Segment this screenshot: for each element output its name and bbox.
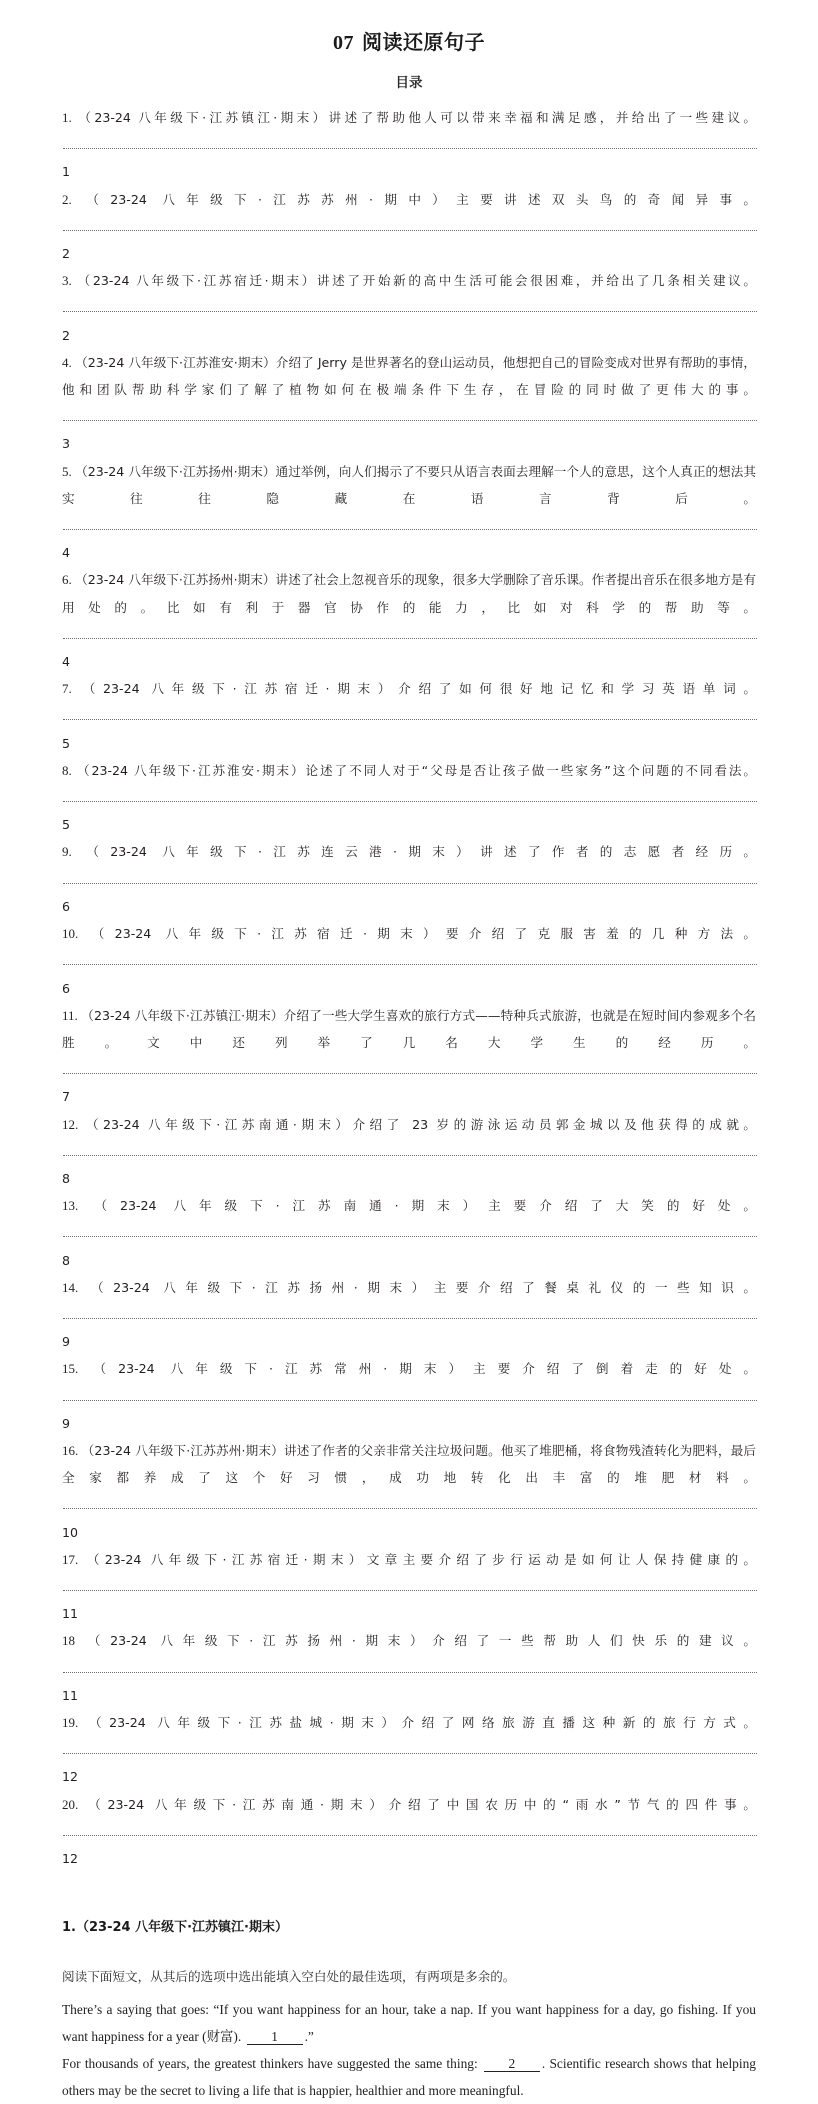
toc-entry-text: （23-24 八年级下·江苏南通·期末）介绍了 23 岁的游泳运动员郭金城以及他获得的成就。 bbox=[85, 1116, 756, 1132]
question-1-passage bbox=[62, 1990, 756, 2104]
toc-entry-body bbox=[62, 920, 756, 1002]
toc-leader-dots bbox=[63, 793, 757, 802]
toc-entry[interactable] bbox=[62, 1546, 756, 1628]
toc-entry-text: （23-24 八年级下·江苏淮安·期末）介绍了 Jerry 是世界著名的登山运动员，他想把自己的冒险变成对世界有帮助的事情，他和团队帮助科学家们了解了植物如何在极端条件下生存，在冒险的同时做了更伟大的事。 bbox=[62, 354, 756, 398]
toc-page-number: 5 bbox=[62, 817, 71, 833]
toc-page-number: 7 bbox=[62, 1089, 71, 1105]
toc-entry-body bbox=[62, 838, 756, 920]
toc-entry-text: （23-24 八年级下·江苏苏州·期末）讲述了作者的父亲非常关注垃圾问题。他买了堆肥桶，将食物残渣转化为肥料，最后全家都养成了这个好习惯，成功地转化出丰富的堆肥材料。 bbox=[62, 1442, 756, 1486]
toc-entry-index: 9. bbox=[62, 844, 87, 860]
toc-leader-dots bbox=[63, 1827, 757, 1836]
toc-leader-dots bbox=[63, 521, 757, 530]
toc-entry-index: 14. bbox=[62, 1279, 92, 1295]
toc-entry[interactable] bbox=[62, 1002, 756, 1111]
toc-entry[interactable] bbox=[62, 104, 756, 186]
toc-entry-body bbox=[62, 1546, 756, 1628]
toc-entry[interactable] bbox=[62, 1355, 756, 1437]
toc-leader-dots bbox=[63, 1501, 757, 1510]
passage-p1-part-a: There’s a saying that goes: “If you want happiness for an hour, take a nap. If you want happiness for a day, go fishing. If you want happiness for a year (财富). bbox=[62, 2002, 756, 2045]
toc-entry[interactable] bbox=[62, 1627, 756, 1709]
toc-entry-index: 7. bbox=[62, 681, 83, 697]
toc-entry-body bbox=[62, 1355, 756, 1437]
toc-leader-dots bbox=[63, 412, 757, 421]
toc-entry-body bbox=[62, 1791, 756, 1873]
toc-leader-dots bbox=[63, 1310, 757, 1319]
toc-entry[interactable] bbox=[62, 1274, 756, 1356]
toc-entry-index: 4. bbox=[62, 354, 76, 370]
toc-leader-dots bbox=[63, 1392, 757, 1401]
toc-page-number: 6 bbox=[62, 898, 71, 914]
toc-entry-text: （23-24 八年级下·江苏宿迁·期末）讲述了开始新的高中生活可能会很困难，并给出了几条相关建议。 bbox=[77, 273, 756, 289]
toc-entry[interactable] bbox=[62, 1791, 756, 1873]
toc-entry-index: 19. bbox=[62, 1714, 90, 1730]
toc-entry-body bbox=[62, 1274, 756, 1356]
toc-page-number: 12 bbox=[62, 1851, 79, 1866]
passage-p2-part-b: . Scientific research shows that helping others may be the secret to living a life that is happier, healthier and more meaningful. bbox=[62, 2056, 756, 2099]
toc-entry-index: 5. bbox=[62, 463, 76, 479]
toc-entry[interactable] bbox=[62, 1709, 756, 1791]
toc-entry-text: （23-24 八年级下·江苏宿迁·期末）介绍了如何很好地记忆和学习英语单词。 bbox=[82, 681, 756, 697]
toc-entry-index: 12. bbox=[62, 1116, 86, 1132]
toc-heading: 目录 bbox=[395, 75, 423, 91]
toc-entry-body bbox=[62, 458, 756, 567]
toc-entry-body bbox=[62, 1192, 756, 1274]
toc-entry-text: （23-24 八年级下·江苏扬州·期末）通过举例，向人们揭示了不要只从语言表面去理解一个人的意思，这个人真正的想法其实往往隐藏在语言背后。 bbox=[62, 463, 757, 506]
toc-page-number: 4 bbox=[62, 654, 71, 670]
toc-leader-dots bbox=[63, 1745, 757, 1754]
passage-paragraph-2 bbox=[62, 2050, 756, 2104]
question-1-heading bbox=[62, 1872, 756, 1935]
toc-entry-body bbox=[62, 757, 756, 839]
toc-entry-text: （23-24 八年级下·江苏宿迁·期末）要介绍了克服害羞的几种方法。 bbox=[91, 926, 756, 942]
toc-leader-dots bbox=[63, 630, 757, 639]
toc-leader-dots bbox=[63, 1065, 757, 1074]
toc-entry-text: （23-24 八年级下·江苏南通·期末）主要介绍了大笑的好处。 bbox=[94, 1198, 757, 1214]
toc-entry-text: （23-24 八年级下·江苏镇江·期末）讲述了帮助他人可以带来幸福和满足感，并给出了一些建议。 bbox=[78, 110, 757, 125]
toc-leader-dots bbox=[63, 712, 757, 721]
toc-leader-dots bbox=[63, 140, 757, 149]
toc-entry-index: 13. bbox=[62, 1198, 95, 1214]
toc-page-number: 5 bbox=[62, 735, 71, 751]
page-title-number: 07 bbox=[333, 32, 354, 54]
toc-page-number: 8 bbox=[62, 1170, 71, 1186]
page-title-text: 阅读还原句子 bbox=[362, 30, 485, 54]
toc-page-number: 2 bbox=[62, 327, 71, 343]
toc-page-number: 2 bbox=[62, 246, 71, 262]
toc-entry-body bbox=[62, 186, 756, 268]
toc-entry[interactable] bbox=[62, 920, 756, 1002]
toc-page-number: 9 bbox=[62, 1415, 71, 1431]
toc-entry-index: 16. bbox=[62, 1442, 82, 1458]
toc-entry-index: 11. bbox=[62, 1007, 82, 1023]
toc-entry[interactable] bbox=[62, 1192, 756, 1274]
toc-entry-index: 6. bbox=[62, 572, 76, 588]
toc-entry-index: 15. bbox=[62, 1361, 94, 1377]
toc-entry-index: 20. bbox=[62, 1796, 89, 1812]
toc-entry[interactable] bbox=[62, 566, 756, 675]
toc-entry-body bbox=[62, 1709, 756, 1791]
passage-p2-part-a: For thousands of years, the greatest thinkers have suggested the same thing: bbox=[62, 2056, 482, 2072]
table-of-contents bbox=[62, 104, 756, 1872]
page-title bbox=[62, 0, 756, 55]
toc-page-number: 9 bbox=[62, 1334, 71, 1350]
toc-leader-dots bbox=[63, 875, 757, 884]
toc-leader-dots bbox=[63, 1229, 757, 1238]
toc-page-number: 10 bbox=[62, 1524, 79, 1540]
toc-page-number: 1 bbox=[62, 164, 71, 180]
toc-entry[interactable] bbox=[62, 458, 756, 567]
answer-blank-1[interactable]: 1 bbox=[247, 2030, 303, 2045]
toc-entry-text: （23-24 八年级下·江苏扬州·期末）主要介绍了餐桌礼仪的一些知识。 bbox=[91, 1279, 756, 1295]
toc-entry-text: （23-24 八年级下·江苏扬州·期末）介绍了一些帮助人们快乐的建议。 bbox=[87, 1633, 756, 1649]
toc-page-number: 8 bbox=[62, 1252, 71, 1268]
toc-entry-body bbox=[62, 1627, 756, 1709]
toc-page-number: 3 bbox=[62, 436, 71, 452]
toc-entry-text: （23-24 八年级下·江苏南通·期末）介绍了中国农历中的“雨水”节气的四件事。 bbox=[88, 1796, 757, 1812]
toc-entry-body bbox=[62, 566, 756, 675]
answer-blank-2[interactable]: 2 bbox=[484, 2057, 540, 2072]
toc-leader-dots bbox=[63, 304, 757, 313]
toc-entry[interactable] bbox=[62, 1111, 756, 1193]
toc-entry[interactable] bbox=[62, 675, 756, 757]
toc-entry-text: （23-24 八年级下·江苏苏州·期中）主要讲述双头鸟的奇闻异事。 bbox=[86, 191, 756, 207]
toc-page-number: 11 bbox=[62, 1606, 79, 1622]
toc-entry-body bbox=[62, 267, 756, 349]
passage-paragraph-1 bbox=[62, 1996, 756, 2050]
toc-leader-dots bbox=[63, 222, 757, 231]
toc-page-number: 4 bbox=[62, 545, 71, 561]
question-1-heading-text: 1.（23-24 八年级下·江苏镇江·期末） bbox=[62, 1920, 288, 1936]
toc-leader-dots bbox=[63, 1147, 757, 1156]
toc-entry-body bbox=[62, 1002, 756, 1111]
passage-p1-part-b: .” bbox=[304, 2029, 314, 2045]
toc-entry-text: （23-24 八年级下·江苏常州·期末）主要介绍了倒着走的好处。 bbox=[93, 1361, 757, 1377]
toc-entry-body bbox=[62, 104, 756, 186]
toc-entry-body bbox=[62, 675, 756, 757]
toc-entry-text: （23-24 八年级下·江苏扬州·期末）讲述了社会上忽视音乐的现象，很多大学删除了音乐课。作者提出音乐在很多地方是有用处的。比如有利于器官协作的能力，比如对科学的帮助等。 bbox=[62, 572, 757, 615]
toc-entry[interactable] bbox=[62, 186, 756, 268]
toc-entry-text: （23-24 八年级下·江苏连云港·期末）讲述了作者的志愿者经历。 bbox=[86, 844, 756, 860]
toc-entry-index: 8. bbox=[62, 762, 77, 778]
toc-entry-index: 1. bbox=[62, 110, 79, 125]
toc-leader-dots bbox=[63, 1582, 757, 1591]
toc-entry[interactable] bbox=[62, 838, 756, 920]
toc-entry-index: 17. bbox=[62, 1551, 87, 1567]
toc-entry-text: （23-24 八年级下·江苏盐城·期末）介绍了网络旅游直播这种新的旅行方式。 bbox=[89, 1714, 757, 1730]
toc-entry-text: （23-24 八年级下·江苏淮安·期末）论述了不同人对于“父母是否让孩子做一些家务”这个问题的不同看法。 bbox=[76, 762, 757, 778]
toc-page-number: 12 bbox=[62, 1769, 79, 1785]
toc-page-number: 11 bbox=[62, 1687, 79, 1703]
toc-entry-index: 18 bbox=[62, 1633, 88, 1649]
toc-entry[interactable] bbox=[62, 1437, 756, 1546]
toc-entry-body bbox=[62, 349, 756, 458]
toc-leader-dots bbox=[63, 1664, 757, 1673]
toc-entry-index: 2. bbox=[62, 191, 87, 207]
question-1-instruction: 阅读下面短文，从其后的选项中选出能填入空白处的最佳选项，有两项是多余的。 bbox=[62, 1969, 516, 1985]
toc-entry[interactable] bbox=[62, 757, 756, 839]
toc-page-number: 6 bbox=[62, 980, 71, 996]
toc-entry-index: 3. bbox=[62, 273, 78, 289]
toc-entry-text: （23-24 八年级下·江苏镇江·期末）介绍了一些大学生喜欢的旅行方式——特种兵式旅游，也就是在短时间内参观多个名胜。文中还列举了几名大学生的经历。 bbox=[62, 1007, 756, 1050]
toc-leader-dots bbox=[63, 957, 757, 966]
toc-entry[interactable] bbox=[62, 349, 756, 458]
toc-entry[interactable] bbox=[62, 267, 756, 349]
toc-entry-text: （23-24 八年级下·江苏宿迁·期末）文章主要介绍了步行运动是如何让人保持健康的。 bbox=[86, 1551, 756, 1567]
toc-entry-index: 10. bbox=[62, 926, 92, 942]
toc-entry-body bbox=[62, 1437, 756, 1546]
toc-entry-body bbox=[62, 1111, 756, 1193]
